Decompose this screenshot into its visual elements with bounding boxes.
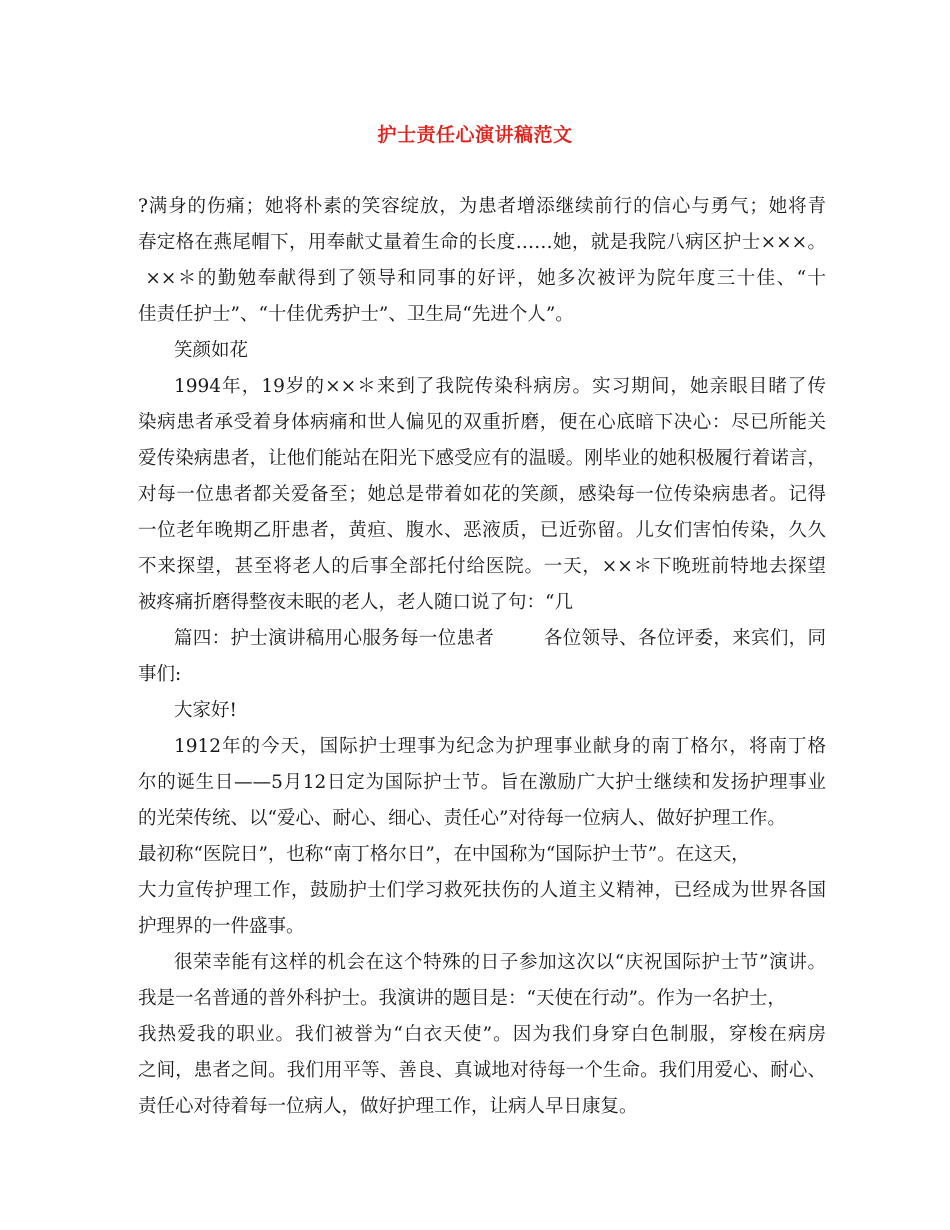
body-line: 春定格在燕尾帽下，用奉献丈量着生命的长度……她，就是我院八病区护士×××。 <box>138 232 826 253</box>
body-line: ××＊的勤勉奉献得到了领导和同事的好评，她多次被评为院年度三十佳、“十 <box>138 268 826 289</box>
document-title: 护士责任心演讲稿范文 <box>377 124 573 146</box>
body-line: 之间，患者之间。我们用平等、善良、真诚地对待每一个生命。我们用爱心、耐心、 <box>138 1060 826 1081</box>
body-line: 1994年，19岁的××＊来到了我院传染科病房。实习期间，她亲眼目睹了传 <box>174 376 826 397</box>
body-line: 我是一名普通的普外科护士。我演讲的题目是：“天使在行动”。作为一名护士， <box>138 988 786 1009</box>
body-line: 不来探望，甚至将老人的后事全部托付给医院。一天，××＊下晚班前特地去探望 <box>138 556 826 577</box>
body-line: 对每一位患者都关爱备至；她总是带着如花的笑颜，感染每一位传染病患者。记得 <box>138 484 826 505</box>
body-line: ?满身的伤痛；她将朴素的笑容绽放，为患者增添继续前行的信心与勇气；她将青 <box>138 196 826 217</box>
body-line: 爱传染病患者，让他们能站在阳光下感受应有的温暖。刚毕业的她积极履行着诺言， <box>138 448 826 469</box>
body-line: 染病患者承受着身体病痛和世人偏见的双重折磨，便在心底暗下决心：尽已所能关 <box>138 412 826 433</box>
body-line: 1912年的今天，国际护士理事为纪念为护理事业献身的南丁格尔，将南丁格 <box>174 736 826 757</box>
body-line: 佳责任护士”、“十佳优秀护士”、卫生局“先进个人”。 <box>138 304 574 325</box>
body-line: 责任心对待着每一位病人，做好护理工作，让病人早日康复。 <box>138 1096 638 1117</box>
body-line: 事们: <box>138 664 182 685</box>
body-line: 篇四：护士演讲稿用心服务每一位患者 各位领导、各位评委，来宾们，同 <box>174 628 826 649</box>
body-line: 大力宣传护理工作，鼓励护士们学习救死扶伤的人道主义精神，已经成为世界各国 <box>138 880 826 901</box>
body-line: 我热爱我的职业。我们被誉为“白衣天使”。因为我们身穿白色制服，穿梭在病房 <box>138 1024 826 1045</box>
body-line: 的光荣传统、以“爱心、耐心、细心、责任心”对待每一位病人、做好护理工作。 <box>138 808 786 829</box>
body-line: 大家好! <box>174 700 237 721</box>
body-line: 被疼痛折磨得整夜未眠的老人，老人随口说了句：“几 <box>138 592 573 613</box>
body-line: 最初称“医院日”，也称“南丁格尔日”，在中国称为“国际护士节”。在这天， <box>138 844 750 865</box>
body-line: 尔的诞生日——5月12日定为国际护士节。旨在激励广大护士继续和发扬护理事业 <box>138 772 826 793</box>
body-line: 很荣幸能有这样的机会在这个特殊的日子参加这次以“庆祝国际护士节”演讲。 <box>174 952 826 973</box>
body-line: 一位老年晚期乙肝患者，黄疸、腹水、恶液质，已近弥留。儿女们害怕传染，久久 <box>138 520 826 541</box>
body-line: 护理界的一件盛事。 <box>138 916 305 937</box>
section-heading: 笑颜如花 <box>174 340 249 361</box>
